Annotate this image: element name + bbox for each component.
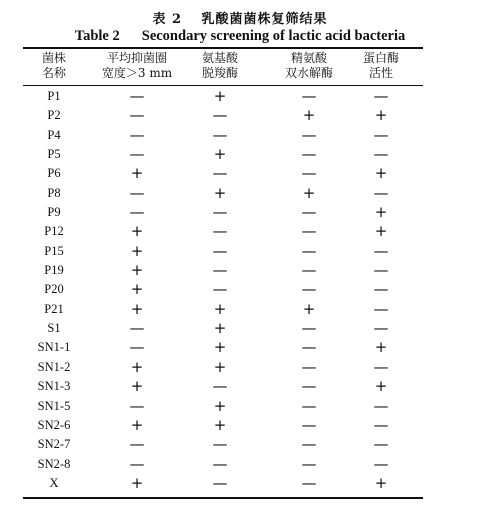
- inhibition-value: +: [130, 222, 144, 241]
- arginine-value: —: [301, 87, 317, 105]
- inhibition-value: +: [130, 164, 144, 183]
- table-row: [23, 106, 423, 125]
- decarboxylase-value: +: [213, 183, 227, 202]
- table-row: [23, 377, 423, 396]
- table-row: [23, 87, 423, 106]
- inhibition-value: —: [129, 106, 145, 125]
- decarboxylase-value: —: [212, 435, 228, 454]
- table-row: [23, 358, 423, 377]
- inhibition-value: +: [130, 415, 144, 434]
- table-row: [23, 435, 423, 454]
- strain-name: P12: [44, 224, 64, 239]
- strain-name: P21: [44, 301, 64, 316]
- inhibition-value: +: [130, 280, 144, 299]
- arginine-value: —: [301, 396, 317, 415]
- strain-name: P2: [47, 108, 61, 123]
- inhibition-value: +: [130, 357, 144, 376]
- decarboxylase-value: +: [213, 396, 227, 415]
- arginine-value: —: [301, 203, 317, 222]
- protease-value: +: [374, 338, 388, 357]
- protease-value: +: [374, 473, 388, 492]
- strain-name: SN1-3: [37, 379, 71, 394]
- arginine-value: —: [301, 261, 317, 280]
- inhibition-value: +: [130, 473, 144, 492]
- strain-name: SN1-2: [37, 359, 71, 374]
- decarboxylase-value: —: [212, 377, 228, 396]
- strain-name: P9: [47, 205, 61, 220]
- inhibition-value: —: [129, 183, 145, 202]
- arginine-value: —: [301, 145, 317, 164]
- decarboxylase-value: —: [212, 125, 228, 144]
- arginine-value: —: [301, 435, 317, 454]
- bottom-rule: [23, 497, 423, 499]
- decarboxylase-value: +: [213, 415, 227, 434]
- decarboxylase-value: —: [212, 106, 228, 125]
- arginine-value: —: [301, 473, 317, 492]
- strain-name: P15: [44, 243, 64, 258]
- arginine-value: —: [301, 415, 317, 434]
- inhibition-value: +: [130, 299, 144, 318]
- protease-value: —: [373, 261, 389, 280]
- inhibition-value: —: [129, 319, 145, 338]
- protease-value: +: [374, 377, 388, 396]
- strain-name: P6: [47, 166, 61, 181]
- inhibition-value: —: [129, 87, 145, 105]
- protease-value: —: [373, 280, 389, 299]
- table-row: [23, 184, 423, 203]
- inhibition-value: —: [129, 145, 145, 164]
- decarboxylase-value: +: [213, 319, 227, 338]
- table-title-en: [0, 28, 480, 45]
- table-row: [23, 455, 423, 474]
- decarboxylase-value: +: [213, 87, 227, 105]
- inhibition-value: +: [130, 261, 144, 280]
- protease-value: +: [374, 222, 388, 241]
- strain-name: P4: [47, 127, 61, 142]
- table-label: Table 2: [74, 28, 120, 44]
- table-row: [23, 242, 423, 261]
- inhibition-value: —: [129, 454, 145, 473]
- protease-value: —: [373, 299, 389, 318]
- arginine-value: —: [301, 241, 317, 260]
- protease-value: —: [373, 241, 389, 260]
- inhibition-value: +: [130, 377, 144, 396]
- protease-value: —: [373, 396, 389, 415]
- arginine-value: —: [301, 319, 317, 338]
- strain-name: P5: [47, 147, 61, 162]
- table-row: [23, 416, 423, 435]
- strain-name: P19: [44, 263, 64, 278]
- arginine-value: —: [301, 454, 317, 473]
- protease-value: —: [373, 357, 389, 376]
- protease-value: —: [373, 435, 389, 454]
- table-body: [23, 87, 423, 493]
- decarboxylase-value: —: [212, 203, 228, 222]
- protease-value: —: [373, 183, 389, 202]
- strain-name: SN2-7: [37, 437, 71, 452]
- protease-value: —: [373, 125, 389, 144]
- decarboxylase-value: —: [212, 280, 228, 299]
- table-row: [23, 397, 423, 416]
- inhibition-value: —: [129, 396, 145, 415]
- arginine-value: +: [302, 106, 316, 125]
- decarboxylase-value: —: [212, 261, 228, 280]
- protease-value: —: [373, 319, 389, 338]
- decarboxylase-value: —: [212, 241, 228, 260]
- table-row: [23, 474, 423, 493]
- protease-value: +: [374, 203, 388, 222]
- strain-name: SN2-6: [37, 417, 71, 432]
- table-row: [23, 164, 423, 183]
- decarboxylase-value: —: [212, 454, 228, 473]
- table-caption: Secondary screening of lactic acid bacteria: [141, 28, 406, 44]
- header-strain: 菌株 名称: [41, 51, 66, 80]
- table-row: [23, 261, 423, 280]
- decarboxylase-value: +: [213, 145, 227, 164]
- inhibition-value: —: [129, 203, 145, 222]
- decarboxylase-value: +: [213, 338, 227, 357]
- header-rule: [23, 85, 423, 86]
- arginine-value: —: [301, 338, 317, 357]
- protease-value: —: [373, 454, 389, 473]
- arginine-value: —: [301, 164, 317, 183]
- decarboxylase-value: —: [212, 164, 228, 183]
- table-row: [23, 222, 423, 241]
- table-row: [23, 145, 423, 164]
- strain-name: SN1-5: [37, 398, 71, 413]
- strain-name: P20: [44, 282, 64, 297]
- protease-value: —: [373, 87, 389, 105]
- header-protease: 蛋白酶 活性: [362, 51, 399, 80]
- protease-value: —: [373, 145, 389, 164]
- arginine-value: —: [301, 125, 317, 144]
- decarboxylase-value: —: [212, 222, 228, 241]
- inhibition-value: —: [129, 435, 145, 454]
- strain-name: SN1-1: [37, 340, 71, 355]
- arginine-value: —: [301, 377, 317, 396]
- protease-value: +: [374, 164, 388, 183]
- table-row: [23, 319, 423, 338]
- header-arginine: 精氨酸 双水解酶: [284, 51, 333, 80]
- arginine-value: —: [301, 357, 317, 376]
- table-row: [23, 126, 423, 145]
- decarboxylase-value: +: [213, 299, 227, 318]
- table-row: [23, 203, 423, 222]
- table-row: [23, 300, 423, 319]
- protease-value: —: [373, 415, 389, 434]
- strain-name: X: [49, 475, 59, 490]
- strain-name: SN2-8: [37, 456, 71, 471]
- arginine-value: +: [302, 183, 316, 202]
- strain-name: P1: [47, 89, 61, 103]
- strain-name: S1: [47, 321, 61, 336]
- arginine-value: —: [301, 222, 317, 241]
- arginine-value: —: [301, 280, 317, 299]
- protease-value: +: [374, 106, 388, 125]
- header-inhibition: 平均抑菌圈 宽度＞3 mm: [101, 51, 173, 80]
- decarboxylase-value: +: [213, 357, 227, 376]
- decarboxylase-value: —: [212, 473, 228, 492]
- table-row: [23, 280, 423, 299]
- strain-name: P8: [47, 185, 61, 200]
- table-row: [23, 338, 423, 357]
- inhibition-value: —: [129, 338, 145, 357]
- arginine-value: +: [302, 299, 316, 318]
- top-rule: [23, 47, 423, 49]
- table-title-cn: 表 2 乳酸菌菌株复筛结果: [152, 12, 328, 27]
- inhibition-value: —: [129, 125, 145, 144]
- inhibition-value: +: [130, 241, 144, 260]
- header-decarboxylase: 氨基酸 脱羧酶: [201, 51, 238, 80]
